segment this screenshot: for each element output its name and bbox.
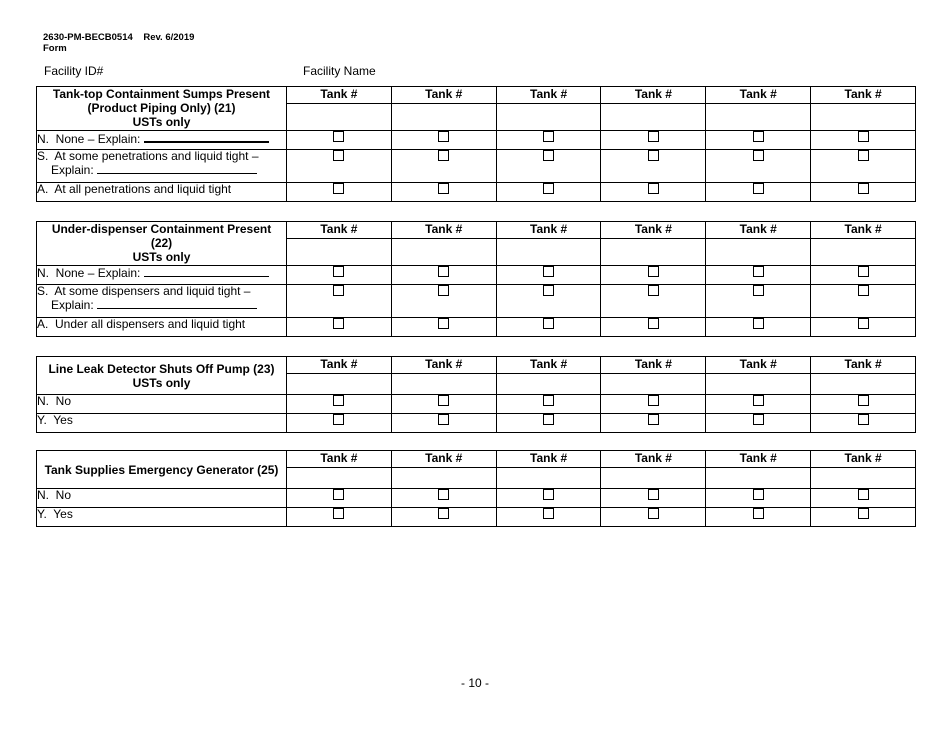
tank-number-field[interactable] [496,104,601,131]
tank-header: Tank # [391,357,496,374]
option-label: Y. Yes [37,414,287,433]
checkbox[interactable] [858,131,869,142]
checkbox[interactable] [438,285,449,296]
option-label: A. Under all dispensers and liquid tight [37,318,287,337]
tank-number-field[interactable] [391,374,496,395]
checkbox[interactable] [333,150,344,161]
checkbox[interactable] [438,508,449,519]
tank-number-field[interactable] [706,104,811,131]
checkbox[interactable] [438,489,449,500]
form-code: 2630-PM-BECB0514 [43,32,133,43]
checkbox[interactable] [753,150,764,161]
checkbox[interactable] [648,183,659,194]
checkbox[interactable] [858,489,869,500]
tank-number-field[interactable] [496,468,601,489]
checkbox[interactable] [753,266,764,277]
tank-header: Tank # [391,451,496,468]
checkbox[interactable] [333,489,344,500]
checkbox[interactable] [333,318,344,329]
option-label: S. At some dispensers and liquid tight – Explain: [37,285,287,318]
explain-line[interactable] [144,131,269,143]
tank-header: Tank # [811,222,916,239]
checkbox[interactable] [753,395,764,406]
option-label: A. At all penetrations and liquid tight [37,183,287,202]
checkbox[interactable] [858,414,869,425]
checkbox[interactable] [543,266,554,277]
option-label: N. No [37,489,287,508]
checkbox[interactable] [753,131,764,142]
section-emergency-generator [36,450,916,527]
checkbox[interactable] [858,150,869,161]
checkbox[interactable] [438,318,449,329]
checkbox[interactable] [333,395,344,406]
checkbox[interactable] [648,318,659,329]
checkbox[interactable] [858,266,869,277]
checkbox[interactable] [858,508,869,519]
checkbox[interactable] [753,318,764,329]
option-label: S. At some penetrations and liquid tight – Explain: [37,150,287,183]
checkbox[interactable] [543,318,554,329]
explain-line[interactable] [144,266,269,277]
tank-header: Tank # [811,357,916,374]
tank-header: Tank # [601,87,706,104]
option-label: N. None – Explain: [37,266,287,285]
checkbox[interactable] [648,285,659,296]
checkbox[interactable] [858,395,869,406]
tank-number-field[interactable] [811,468,916,489]
checkbox[interactable] [858,285,869,296]
tank-header: Tank # [496,222,601,239]
checkbox[interactable] [543,150,554,161]
section-title: Tank-top Containment Sumps Present (Product Piping Only) (21) USTs only [37,87,287,131]
tank-header: Tank # [601,357,706,374]
checkbox[interactable] [333,508,344,519]
page-number: - 10 - [460,676,489,690]
tank-number-field[interactable] [287,104,392,131]
section-line-leak-detector [36,356,916,433]
tank-header: Tank # [496,451,601,468]
tank-header: Tank # [287,87,392,104]
checkbox[interactable] [753,183,764,194]
checkbox[interactable] [648,489,659,500]
tank-header: Tank # [496,87,601,104]
checkbox[interactable] [333,183,344,194]
tank-header: Tank # [391,222,496,239]
checkbox[interactable] [438,150,449,161]
tank-header: Tank # [706,87,811,104]
tank-number-field[interactable] [391,468,496,489]
tank-header: Tank # [706,357,811,374]
tank-header: Tank # [391,87,496,104]
checkbox[interactable] [543,183,554,194]
checkbox[interactable] [753,489,764,500]
section-tank-top-sumps [36,86,916,202]
tank-number-field[interactable] [601,374,706,395]
checkbox[interactable] [543,508,554,519]
tank-number-field[interactable] [811,104,916,131]
tank-header: Tank # [811,87,916,104]
checkbox[interactable] [648,150,659,161]
option-label: N. No [37,395,287,414]
section-title: Line Leak Detector Shuts Off Pump (23) USTs only [37,357,287,395]
tank-number-field[interactable] [287,468,392,489]
tank-header: Tank # [287,451,392,468]
checkbox[interactable] [543,489,554,500]
checkbox[interactable] [333,414,344,425]
checkbox[interactable] [648,508,659,519]
checkbox[interactable] [438,131,449,142]
checkbox[interactable] [543,395,554,406]
tank-number-field[interactable] [391,239,496,266]
section-under-dispenser [36,221,916,337]
tank-header: Tank # [496,357,601,374]
checkbox[interactable] [438,414,449,425]
facility-id-label: Facility ID# [44,64,104,78]
checkbox[interactable] [648,395,659,406]
tank-number-field[interactable] [601,468,706,489]
tank-number-field[interactable] [496,374,601,395]
checkbox[interactable] [438,183,449,194]
tank-header: Tank # [601,451,706,468]
tank-header: Tank # [706,451,811,468]
checkbox[interactable] [438,395,449,406]
tank-header: Tank # [287,357,392,374]
tank-header: Tank # [601,222,706,239]
tank-number-field[interactable] [706,239,811,266]
tank-number-field[interactable] [811,374,916,395]
tank-number-field[interactable] [496,239,601,266]
explain-line[interactable] [97,298,257,309]
facility-name-label: Facility Name [303,64,376,78]
checkbox[interactable] [543,414,554,425]
tank-number-field[interactable] [391,104,496,131]
form-label: Form [43,43,67,54]
checkbox[interactable] [753,414,764,425]
form-header [43,32,194,54]
tank-header: Tank # [287,222,392,239]
form-revision: Rev. 6/2019 [143,32,195,43]
checkbox[interactable] [543,131,554,142]
explain-line[interactable] [97,163,257,174]
tank-number-field[interactable] [601,239,706,266]
option-label: N. None – Explain: [37,131,287,150]
checkbox[interactable] [858,183,869,194]
checkbox[interactable] [648,266,659,277]
checkbox[interactable] [858,318,869,329]
checkbox[interactable] [333,131,344,142]
tank-number-field[interactable] [287,239,392,266]
checkbox[interactable] [648,414,659,425]
checkbox[interactable] [753,285,764,296]
section-title: Tank Supplies Emergency Generator (25) [37,451,287,489]
section-title: Under-dispenser Containment Present (22) USTs only [37,222,287,266]
tank-number-field[interactable] [706,468,811,489]
option-label: Y. Yes [37,508,287,527]
checkbox[interactable] [753,508,764,519]
tank-number-field[interactable] [601,104,706,131]
tank-header: Tank # [706,222,811,239]
checkbox[interactable] [648,131,659,142]
tank-number-field[interactable] [811,239,916,266]
tank-number-field[interactable] [706,374,811,395]
checkbox[interactable] [333,266,344,277]
checkbox[interactable] [543,285,554,296]
tank-number-field[interactable] [287,374,392,395]
tank-header: Tank # [811,451,916,468]
checkbox[interactable] [438,266,449,277]
checkbox[interactable] [333,285,344,296]
